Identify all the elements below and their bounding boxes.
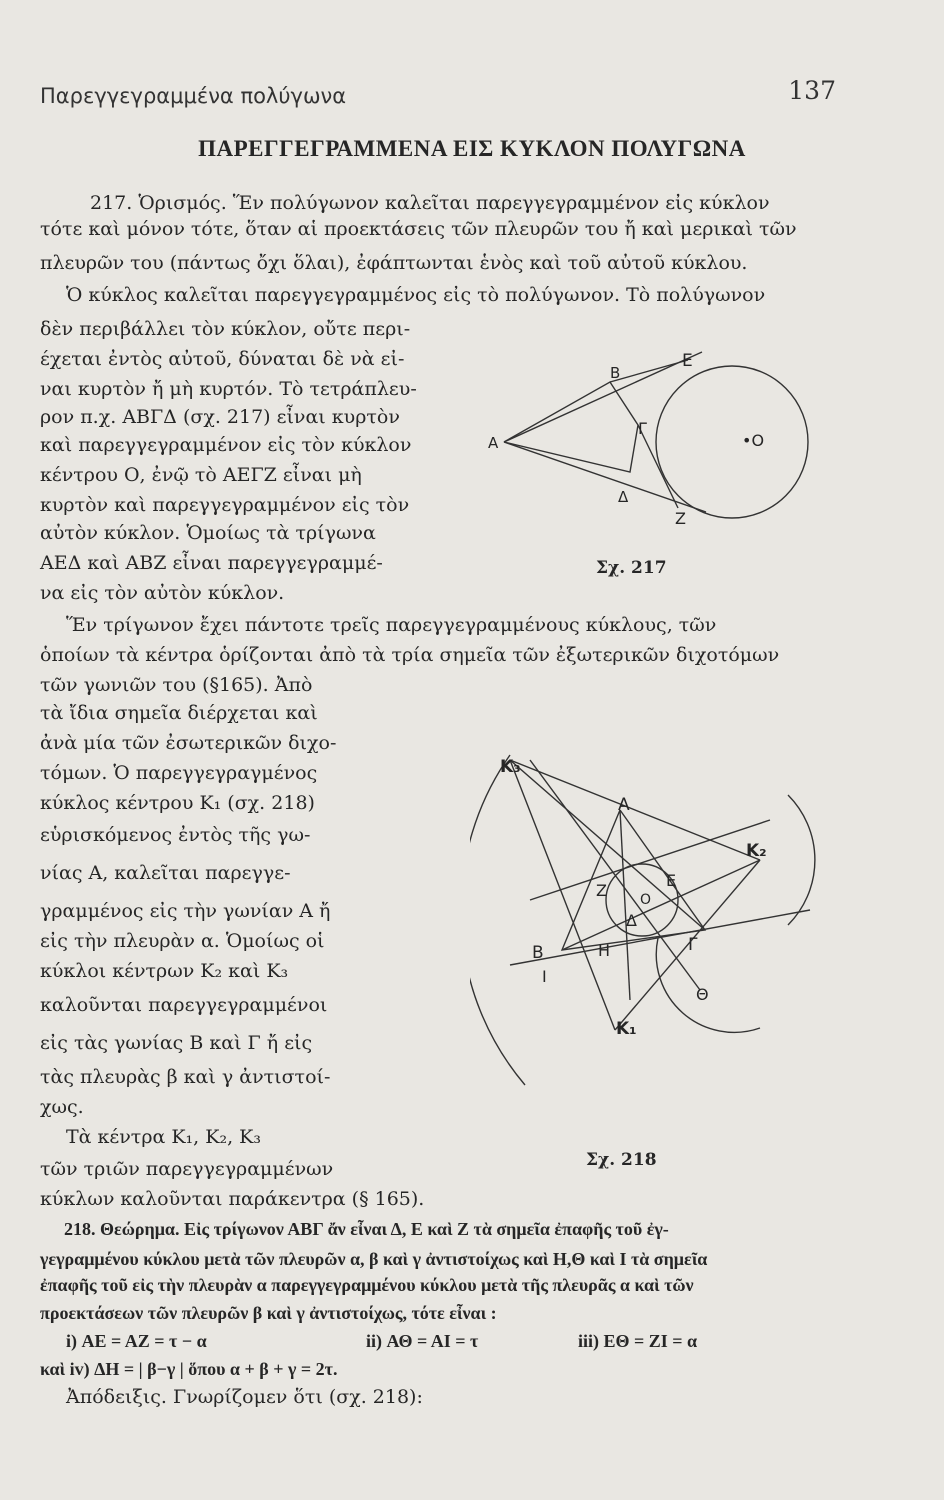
- fig218-text-line: καλοῦνται παρεγγεγραμμένοι: [40, 994, 328, 1016]
- fig218-text-line: Τὰ κέντρα Κ₁, Κ₂, Κ₃: [66, 1126, 261, 1148]
- fig218-bisector-2: [510, 760, 705, 930]
- fig217-circle: [656, 366, 808, 518]
- fig217-label-b: Β: [610, 364, 621, 382]
- proof-line: Ἀπόδειξις. Γνωρίζομεν ὅτι (σχ. 218):: [66, 1386, 423, 1408]
- figure-217: [470, 330, 850, 590]
- fig218-label-i: Ι: [542, 967, 547, 986]
- fig217-label-g: Γ: [638, 419, 647, 438]
- section-title: ΠΑΡΕΓΓΕΓΡΑΜΜΕΝΑ ΕΙΣ ΚΥΚΛΟΝ ΠΟΛΥΓΩΝΑ: [198, 136, 746, 161]
- definition-line: πλευρῶν του (πάντως ὄχι ὅλαι), ἐφάπτωνται ἑνὸς καὶ τοῦ αὐτοῦ κύκλου.: [40, 252, 748, 274]
- fig218-text-line: κύκλοι κέντρων Κ₂ καὶ Κ₃: [40, 960, 289, 982]
- fig217-text-line: καὶ παρεγγεγραμμένον εἰς τὸν κύκλον: [40, 434, 412, 456]
- fig218-label-z: Ζ: [596, 881, 607, 900]
- fig217-text-line: ναι κυρτὸν ἤ μὴ κυρτόν. Τὸ τετράπλευ-: [40, 378, 417, 400]
- fig218-text-line: τὰς πλευρὰς β καὶ γ ἀντιστοί-: [40, 1066, 331, 1088]
- fig218-text-line: γραμμένος εἰς τὴν γωνίαν Α ἤ: [40, 900, 331, 922]
- fig217-label-o: •Ο: [742, 431, 765, 450]
- fig218-label-a: Α: [618, 795, 630, 815]
- fig218-text-line: ἀνὰ μία τῶν ἐσωτερικῶν διχο-: [40, 732, 337, 754]
- fig218-extended-side: [510, 910, 810, 965]
- fig218-text-line: τῶν τριῶν παρεγγεγραμμένων: [40, 1158, 334, 1180]
- theorem-line: 218. Θεώρημα. Εἰς τρίγωνον ΑΒΓ ἄν εἶναι Δ, Ε καὶ Ζ τὰ σημεῖα ἐπαφῆς τοῦ ἐγ-: [64, 1219, 669, 1239]
- fig217-label-a: Α: [488, 434, 499, 452]
- triangle-line: ὁποίων τὰ κέντρα ὁρίζονται ἀπὸ τὰ τρία σημεῖα τῶν ἐξωτερικῶν διχοτόμων: [40, 644, 780, 666]
- fig217-label-z: Ζ: [675, 509, 686, 528]
- fig217-caption: Σχ. 217: [596, 558, 667, 578]
- theorem-line: γεγραμμένου κύκλου μετὰ τῶν πλευρῶν α, β καὶ γ ἀντιστοίχως καὶ Η,Θ καὶ Ι τὰ σημεῖα: [40, 1249, 708, 1269]
- fig218-label-k2: Κ₂: [746, 841, 767, 861]
- fig218-label-o: Ο: [640, 892, 652, 908]
- result-2: ii) ΑΘ = ΑΙ = τ: [366, 1331, 479, 1351]
- fig218-caption: Σχ. 218: [586, 1150, 657, 1170]
- running-title: Παρεγγεγραμμένα πολύγωνα: [40, 84, 347, 108]
- fig218-label-e: Ε: [666, 871, 677, 890]
- page-number: 137: [788, 76, 836, 105]
- fig218-text-line: τὰ ἴδια σημεῖα διέρχεται καὶ: [40, 702, 318, 724]
- fig217-tangent-upper: [504, 352, 702, 442]
- fig218-label-k3: Κ₃: [500, 757, 521, 777]
- fig217-text-line: έχεται ἐντὸς αὐτοῦ, δύναται δὲ νὰ εἰ-: [40, 348, 405, 370]
- fig218-label-h: Η: [598, 941, 611, 960]
- fig218-text-line: κύκλων καλοῦνται παράκεντρα (§ 165).: [40, 1188, 425, 1210]
- fig218-line-k1-k2: [510, 760, 760, 860]
- fig217-quadrilateral: [504, 382, 638, 472]
- fig218-label-d: Δ: [626, 911, 637, 930]
- fig217-label-e: Ε: [682, 351, 693, 371]
- fig217-text-line: κυρτὸν καὶ παρεγγεγραμμένον εἰς τὸν: [40, 494, 410, 516]
- result-3: iii) ΕΘ = ΖΙ = α: [578, 1331, 698, 1351]
- fig218-text-line: τόμων. Ὁ παρεγγεγραγμένος: [40, 762, 318, 784]
- figure-218: [470, 660, 870, 1170]
- theorem-line: προεκτάσεων τῶν πλευρῶν β καὶ γ ἀντιστοίχως, τότε εἶναι :: [40, 1303, 497, 1323]
- fig217-text-line: δὲν περιβάλλει τὸν κύκλον, οὔτε περι-: [40, 318, 411, 340]
- definition-line: τότε καὶ μόνον τότε, ὅταν αἱ προεκτάσεις τῶν πλευρῶν του ἤ καὶ μερικαὶ τῶν: [40, 218, 797, 240]
- result-1: i) ΑΕ = ΑΖ = τ − α: [66, 1331, 207, 1351]
- fig218-text-line: νίας Α, καλεῖται παρεγγε-: [40, 862, 291, 884]
- fig218-text-line: εἰς τὴν πλευρὰν α. Ὁμοίως οἱ: [40, 930, 325, 952]
- fig218-text-line: κύκλος κέντρου Κ₁ (σχ. 218): [40, 792, 315, 814]
- fig218-label-g: Γ: [688, 935, 698, 955]
- fig217-tangent-lower: [504, 442, 706, 512]
- fig218-text-line: εὑρισκόμενος ἐντὸς τῆς γω-: [40, 824, 311, 846]
- fig218-label-b: Β: [532, 943, 544, 963]
- fig217-text-line: κέντρου Ο, ἐνῷ τὸ ΑΕΓΖ εἶναι μὴ: [40, 464, 362, 486]
- theorem-line: ἐπαφῆς τοῦ εἰς τὴν πλευρὰν α παρεγγεγραμμένου κύκλου μετὰ τῆς πλευρᾶς α καὶ τῶν: [40, 1275, 694, 1295]
- fig218-text-line: εἰς τὰς γωνίας Β καὶ Γ ἤ εἰς: [40, 1032, 313, 1054]
- fig218-text-line: τῶν γωνιῶν του (§165). Ἀπὸ: [40, 674, 313, 696]
- fig218-label-th: Θ: [696, 985, 709, 1004]
- fig217-label-d: Δ: [618, 488, 629, 506]
- fig218-text-line: χως.: [40, 1096, 84, 1118]
- definition-line: 217. Ὁρισμός. Ἕν πολύγωνον καλεῖται παρεγγεγραμμένον εἰς κύκλον: [90, 192, 770, 214]
- fig218-excircle-arc-left: [470, 755, 525, 1085]
- fig218-excircle-k2: [788, 795, 815, 925]
- fig218-bisector-3: [620, 810, 630, 1000]
- definition-line: Ὁ κύκλος καλεῖται παρεγγεγραμμένος εἰς τὸ πολύγωνον. Τὸ πολύγωνον: [66, 284, 766, 306]
- fig217-text-line: αὐτὸν κύκλον. Ὁμοίως τὰ τρίγωνα: [40, 522, 376, 544]
- fig218-label-k1: Κ₁: [616, 1019, 637, 1039]
- fig217-text-line: ρον π.χ. ΑΒΓΔ (σχ. 217) εἶναι κυρτὸν: [40, 406, 400, 428]
- triangle-line: Ἕν τρίγωνον ἔχει πάντοτε τρεῖς παρεγγεγραμμένους κύκλους, τῶν: [66, 614, 717, 636]
- fig217-text-line: να εἰς τὸν αὐτὸν κύκλον.: [40, 582, 285, 604]
- fig217-side-be: [610, 360, 688, 382]
- fig217-text-line: ΑΕΔ καὶ ΑΒΖ εἶναι παρεγγεγραμμέ-: [40, 552, 383, 574]
- fig218-extended-side-2: [530, 820, 770, 900]
- result-4: καὶ iv) ΔΗ = | β−γ | ὅπου α + β + γ = 2τ.: [40, 1359, 338, 1379]
